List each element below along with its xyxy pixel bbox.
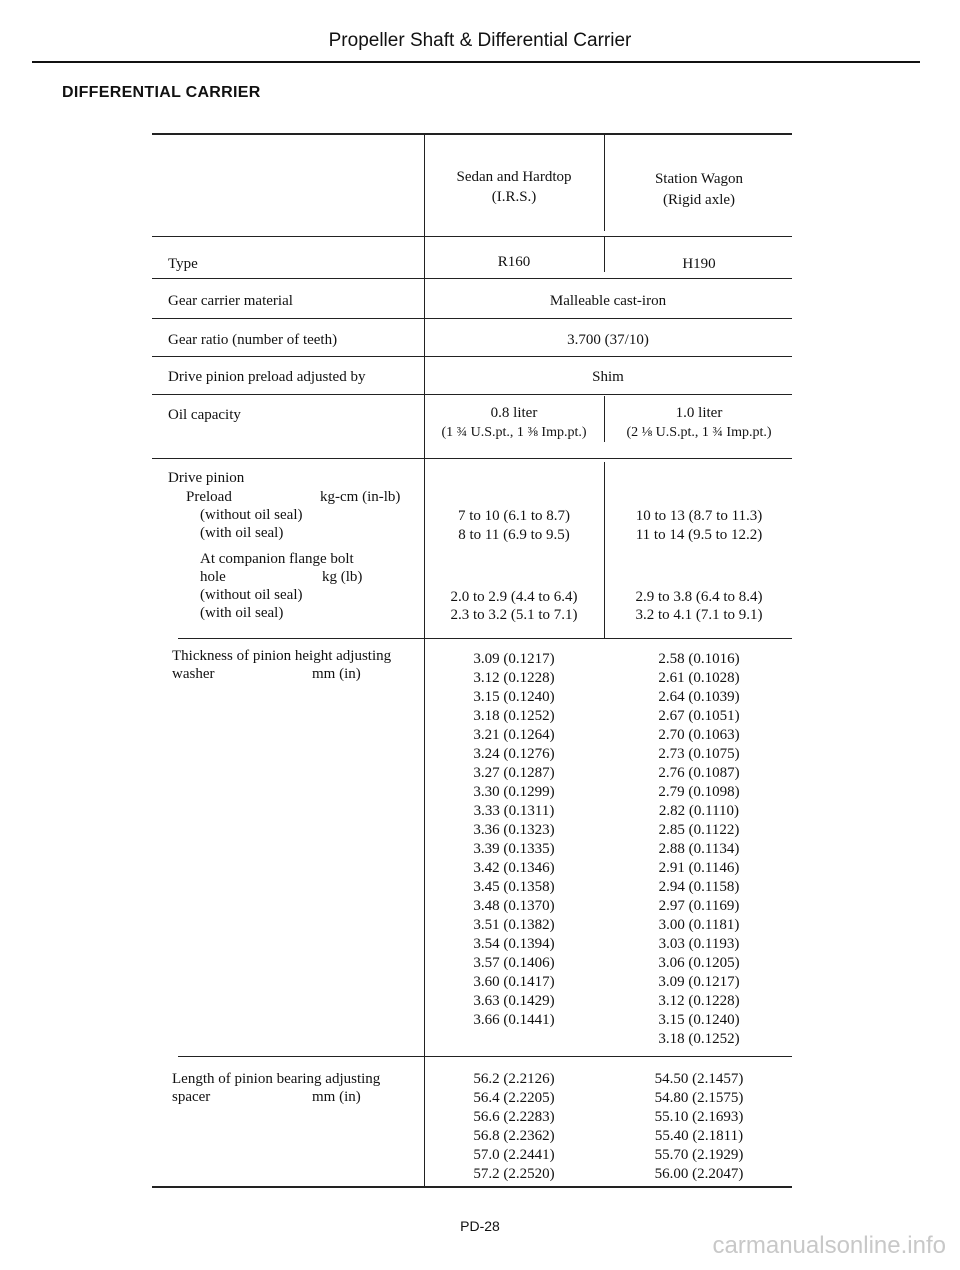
spacer-sedan-value: 56.2 (2.2126) xyxy=(473,1071,555,1087)
washer-wagon-value: 3.15 (0.1240) xyxy=(658,1012,740,1028)
washer-wagon-list xyxy=(606,650,792,1049)
value-flange-wagon-with: 3.2 to 4.1 (7.1 to 9.1) xyxy=(635,607,763,623)
value-oil-wagon-units: (2 ⅛ U.S.pt., 1 ¾ Imp.pt.) xyxy=(626,425,772,440)
label-with-seal-2: (with oil seal) xyxy=(200,605,284,621)
label-drive-pinion: Drive pinion xyxy=(168,470,245,486)
washer-wagon-value: 3.00 (0.1181) xyxy=(658,917,740,933)
value-type-wagon: H190 xyxy=(682,256,716,272)
value-preload-wagon-with: 11 to 14 (9.5 to 12.2) xyxy=(635,527,763,543)
washer-sedan-value: 3.27 (0.1287) xyxy=(473,765,555,781)
section-title: DIFFERENTIAL CARRIER xyxy=(62,84,261,101)
value-flange-sedan-without: 2.0 to 2.9 (4.4 to 6.4) xyxy=(450,589,578,605)
washer-sedan-value: 3.15 (0.1240) xyxy=(473,689,555,705)
value-preload-sedan-without: 7 to 10 (6.1 to 8.7) xyxy=(457,508,571,524)
value-flange-sedan-with: 2.3 to 3.2 (5.1 to 7.1) xyxy=(450,607,578,623)
spacer-sedan-value: 56.4 (2.2205) xyxy=(473,1090,555,1106)
washer-wagon-value: 2.85 (0.1122) xyxy=(658,822,740,838)
label-without-seal-1: (without oil seal) xyxy=(200,507,303,523)
label-flange-2: hole xyxy=(200,569,226,585)
value-flange-wagon-without: 2.9 to 3.8 (6.4 to 8.4) xyxy=(635,589,763,605)
page-header: Propeller Shaft & Differential Carrier xyxy=(328,30,632,51)
washer-sedan-value: 3.09 (0.1217) xyxy=(473,651,555,667)
label-spacer-2: spacer xyxy=(172,1089,211,1105)
spacer-sedan-value: 56.8 (2.2362) xyxy=(473,1128,555,1144)
rule-oil xyxy=(152,458,792,459)
value-preload-by: Shim xyxy=(592,369,624,385)
washer-sedan-value: 3.63 (0.1429) xyxy=(473,993,555,1009)
spacer-wagon-value: 55.70 (2.1929) xyxy=(654,1147,744,1163)
washer-wagon-value: 2.61 (0.1028) xyxy=(658,670,740,686)
table-top-rule xyxy=(152,133,792,135)
washer-wagon-value: 3.06 (0.1205) xyxy=(658,955,740,971)
rule-material xyxy=(152,318,792,319)
value-ratio: 3.700 (37/10) xyxy=(567,332,649,348)
label-flange-unit: kg (lb) xyxy=(322,569,363,585)
washer-sedan-list xyxy=(424,650,604,1030)
label-preload-unit: kg-cm (in-lb) xyxy=(320,489,401,505)
label-preload: Preload xyxy=(186,489,232,505)
label-with-seal-1: (with oil seal) xyxy=(200,525,284,541)
spacer-wagon-list xyxy=(606,1070,792,1184)
spacer-wagon-value: 55.40 (2.1811) xyxy=(654,1128,744,1144)
washer-wagon-value: 2.88 (0.1134) xyxy=(658,841,740,857)
col-header-sedan: Sedan and Hardtop xyxy=(456,169,572,185)
rule-header xyxy=(152,236,792,237)
washer-sedan-value: 3.60 (0.1417) xyxy=(473,974,555,990)
washer-sedan-value: 3.12 (0.1228) xyxy=(473,670,555,686)
col-header-wagon: Station Wagon xyxy=(654,171,744,187)
washer-wagon-value: 2.70 (0.1063) xyxy=(658,727,740,743)
washer-wagon-value: 2.91 (0.1146) xyxy=(658,860,740,876)
washer-wagon-value: 2.64 (0.1039) xyxy=(658,689,740,705)
washer-wagon-value: 2.94 (0.1158) xyxy=(658,879,740,895)
rule-washer xyxy=(178,1056,792,1057)
column-divider-right-pinion xyxy=(604,462,605,638)
spacer-sedan-value: 57.0 (2.2441) xyxy=(473,1147,555,1163)
washer-wagon-value: 3.18 (0.1252) xyxy=(658,1031,740,1047)
spacer-sedan-value: 56.6 (2.2283) xyxy=(473,1109,555,1125)
label-material: Gear carrier material xyxy=(168,293,293,309)
rule-drive-pinion xyxy=(178,638,792,639)
washer-wagon-value: 2.58 (0.1016) xyxy=(658,651,740,667)
washer-sedan-value: 3.42 (0.1346) xyxy=(473,860,555,876)
washer-wagon-value: 2.73 (0.1075) xyxy=(658,746,740,762)
table-bottom-rule xyxy=(152,1186,792,1188)
rule-preload-by xyxy=(152,394,792,395)
washer-wagon-value: 3.09 (0.1217) xyxy=(658,974,740,990)
value-oil-sedan: 0.8 liter xyxy=(490,405,538,421)
washer-sedan-value: 3.48 (0.1370) xyxy=(473,898,555,914)
washer-sedan-value: 3.51 (0.1382) xyxy=(473,917,555,933)
label-washer-1: Thickness of pinion height adjusting xyxy=(172,648,392,664)
col-header-wagon-sub: (Rigid axle) xyxy=(662,192,736,208)
washer-sedan-value: 3.45 (0.1358) xyxy=(473,879,555,895)
spacer-wagon-value: 56.00 (2.2047) xyxy=(654,1166,744,1182)
spacer-sedan-value: 57.2 (2.2520) xyxy=(473,1166,555,1182)
washer-sedan-value: 3.18 (0.1252) xyxy=(473,708,555,724)
column-divider-right-oil xyxy=(604,396,605,442)
rule-type xyxy=(152,278,792,279)
page-number: PD-28 xyxy=(460,1218,500,1234)
label-preload-by: Drive pinion preload adjusted by xyxy=(168,369,366,385)
col-header-sedan-sub: (I.R.S.) xyxy=(491,189,537,205)
value-preload-wagon-without: 10 to 13 (8.7 to 11.3) xyxy=(635,508,763,524)
washer-sedan-value: 3.39 (0.1335) xyxy=(473,841,555,857)
rule-ratio xyxy=(152,356,792,357)
value-oil-sedan-units: (1 ¾ U.S.pt., 1 ⅜ Imp.pt.) xyxy=(441,425,587,440)
value-oil-wagon: 1.0 liter xyxy=(675,405,723,421)
washer-sedan-value: 3.33 (0.1311) xyxy=(473,803,555,819)
washer-wagon-value: 2.82 (0.1110) xyxy=(658,803,740,819)
label-flange-1: At companion flange bolt xyxy=(200,551,354,567)
washer-wagon-value: 2.79 (0.1098) xyxy=(658,784,740,800)
label-ratio: Gear ratio (number of teeth) xyxy=(168,332,338,348)
spacer-wagon-value: 55.10 (2.1693) xyxy=(654,1109,744,1125)
washer-sedan-value: 3.66 (0.1441) xyxy=(473,1012,555,1028)
value-preload-sedan-with: 8 to 11 (6.9 to 9.5) xyxy=(458,527,570,543)
value-type-sedan: R160 xyxy=(497,254,531,270)
label-spacer-unit: mm (in) xyxy=(312,1089,361,1105)
label-type: Type xyxy=(168,256,198,272)
washer-wagon-value: 2.97 (0.1169) xyxy=(658,898,740,914)
washer-wagon-value: 3.12 (0.1228) xyxy=(658,993,740,1009)
watermark: carmanualsonline.info xyxy=(712,1232,946,1259)
washer-sedan-value: 3.54 (0.1394) xyxy=(473,936,555,952)
washer-wagon-value: 2.76 (0.1087) xyxy=(658,765,740,781)
washer-wagon-value: 2.67 (0.1051) xyxy=(658,708,740,724)
washer-sedan-value: 3.36 (0.1323) xyxy=(473,822,555,838)
washer-sedan-value: 3.30 (0.1299) xyxy=(473,784,555,800)
washer-sedan-value: 3.24 (0.1276) xyxy=(473,746,555,762)
washer-sedan-value: 3.21 (0.1264) xyxy=(473,727,555,743)
spacer-wagon-value: 54.80 (2.1575) xyxy=(654,1090,744,1106)
label-without-seal-2: (without oil seal) xyxy=(200,587,303,603)
column-divider-right-type xyxy=(604,236,605,272)
label-spacer-1: Length of pinion bearing adjusting xyxy=(172,1071,381,1087)
label-washer-2: washer xyxy=(172,666,215,682)
label-washer-unit: mm (in) xyxy=(312,666,361,682)
washer-wagon-value: 3.03 (0.1193) xyxy=(658,936,740,952)
spacer-sedan-list xyxy=(424,1070,604,1184)
washer-sedan-value: 3.57 (0.1406) xyxy=(473,955,555,971)
label-oil: Oil capacity xyxy=(168,407,241,423)
header-rule xyxy=(32,61,920,63)
value-material: Malleable cast-iron xyxy=(549,293,667,309)
spacer-wagon-value: 54.50 (2.1457) xyxy=(654,1071,744,1087)
column-divider-right-head xyxy=(604,134,605,231)
